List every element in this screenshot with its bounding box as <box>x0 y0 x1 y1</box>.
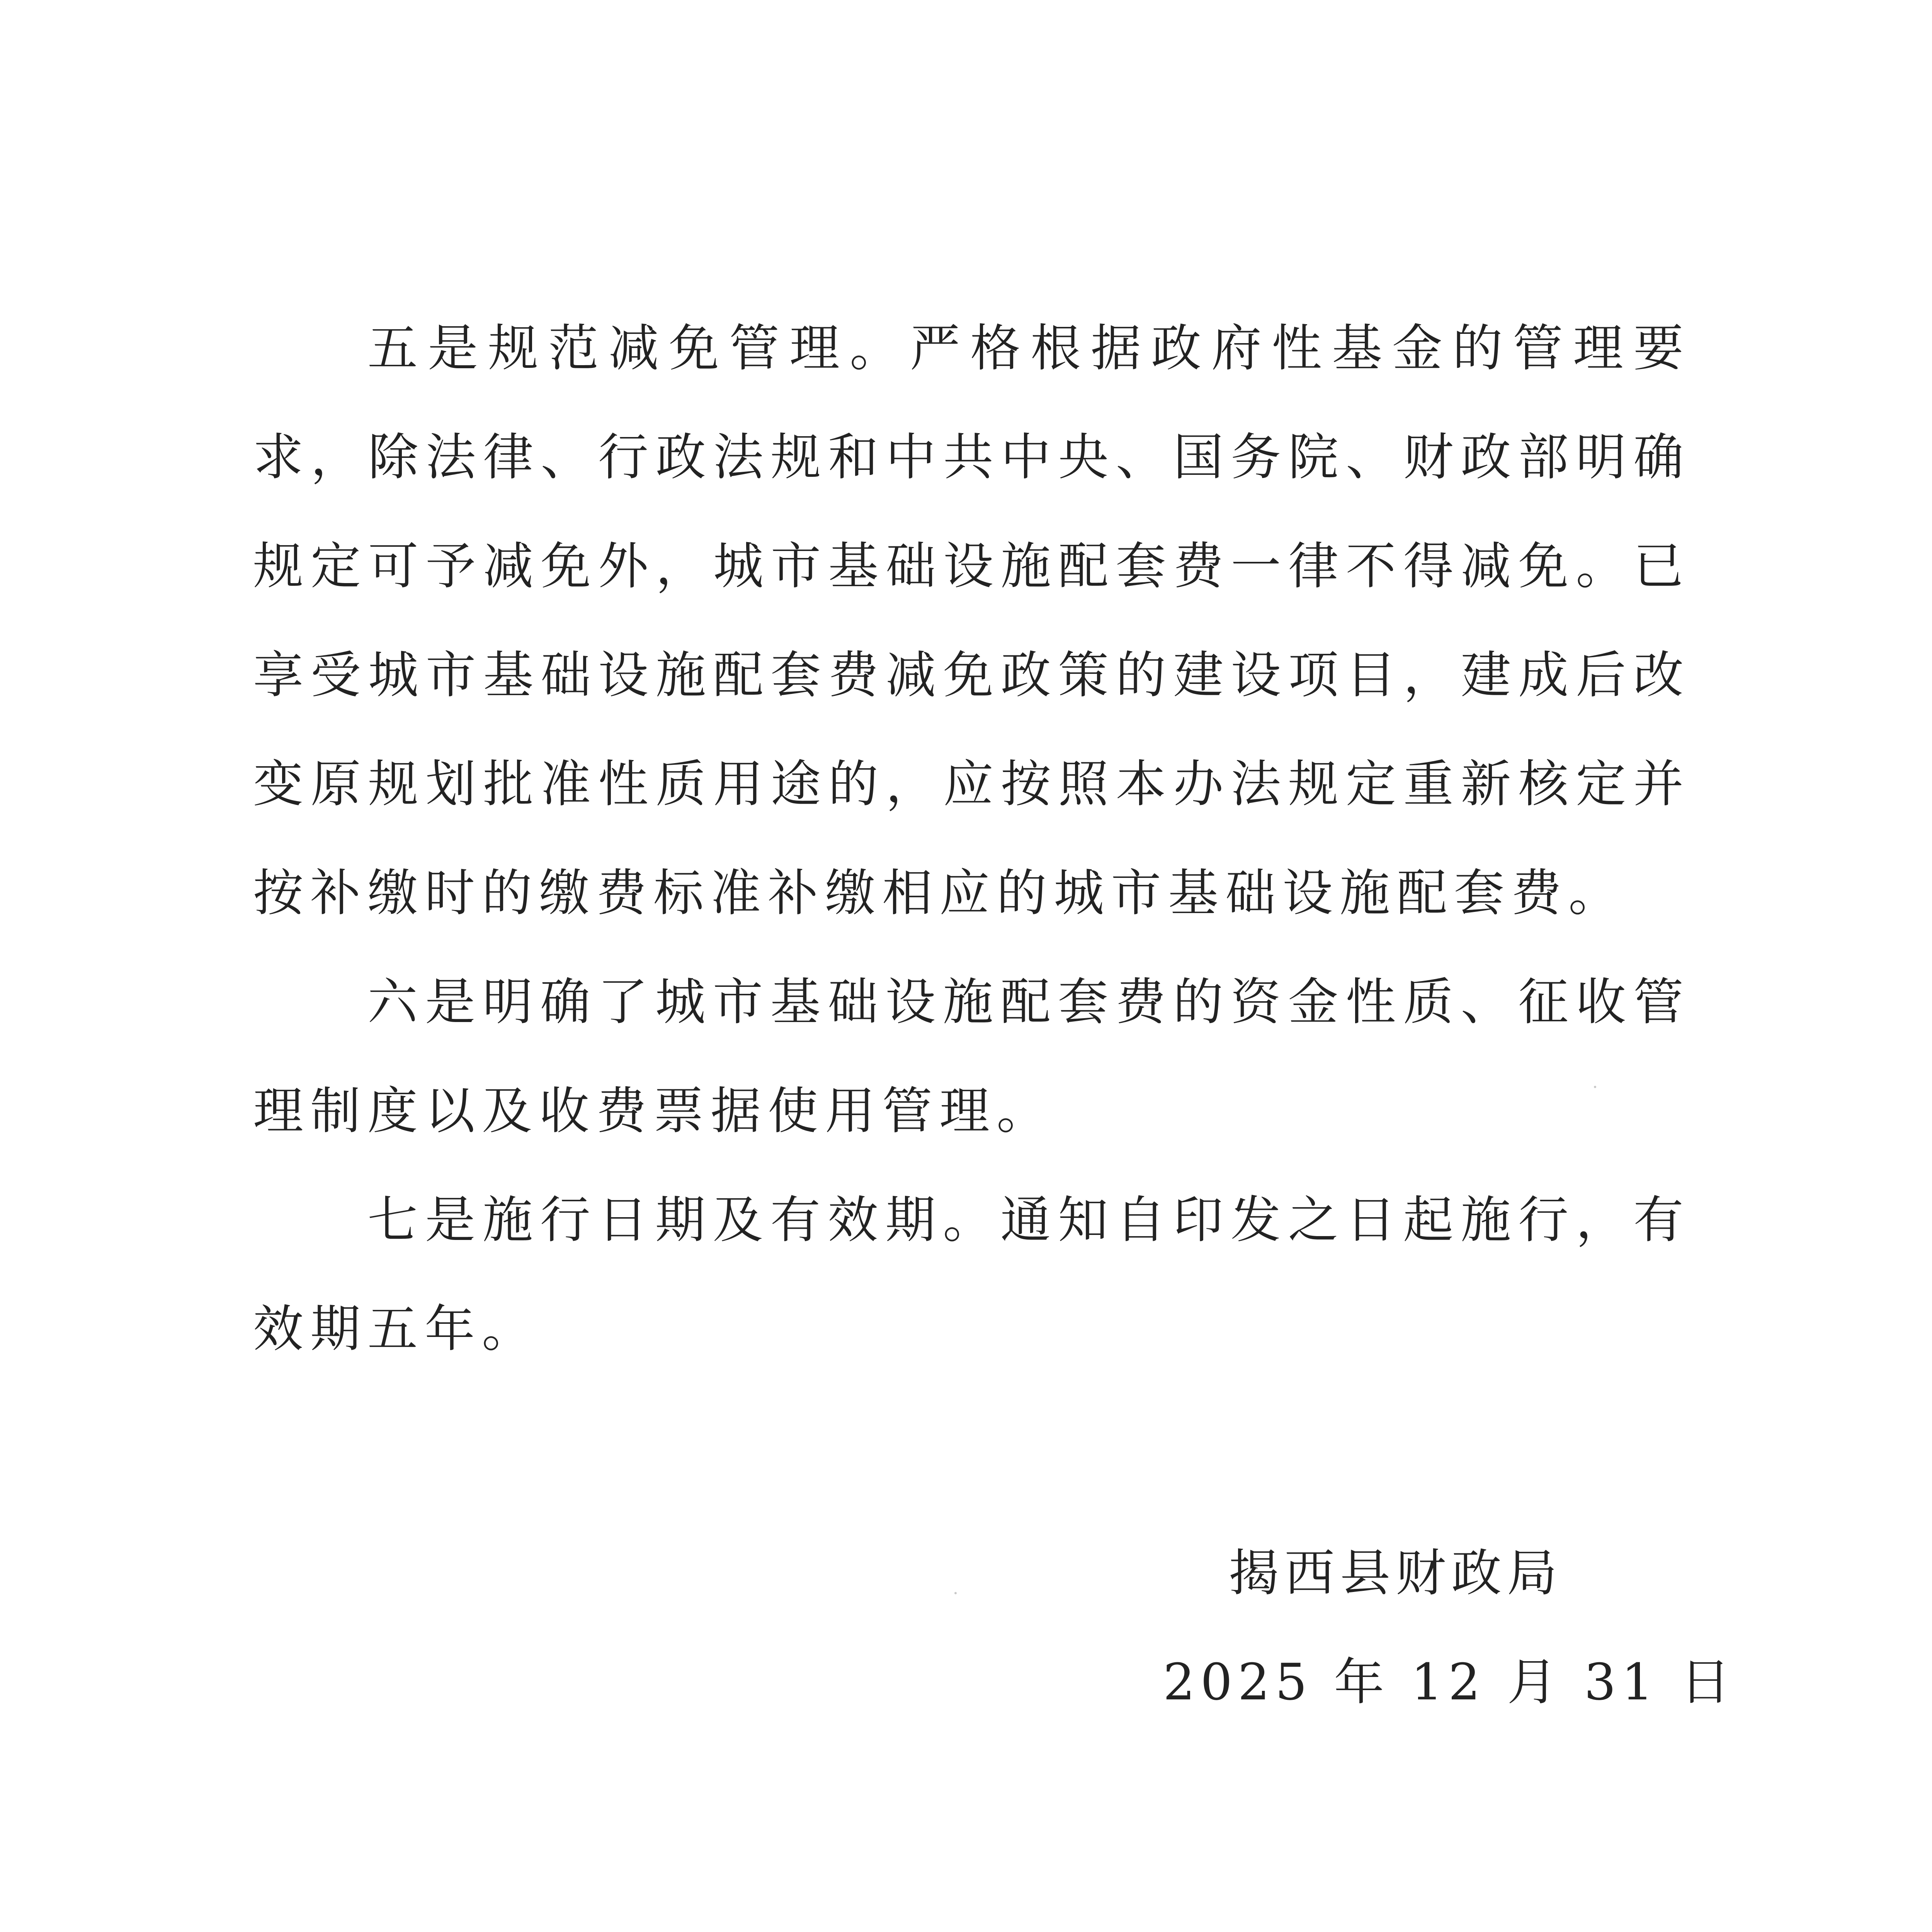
signature-organization: 揭西县财政局 <box>1229 1544 1563 1602</box>
paragraph-five: 五是规范减免管理。严格根据政府性基金的管理要求，除法律、行政法规和中共中央、国务院、财政部明确规定可予减免外，城市基础设施配套费一律不得减免。已享受城市基础设施配套费减免政策的建设项目，建成后改变原规划批准性质用途的，应按照本办法规定重新核定并按补缴时的缴费标准补缴相应的城市基础设施配套费。 <box>253 319 1690 922</box>
scan-speck <box>954 1592 957 1594</box>
signature-date: 2025 年 12 月 31 日 <box>1163 1653 1736 1711</box>
paragraph-six: 六是明确了城市基础设施配套费的资金性质、征收管理制度以及收费票据使用管理。 <box>253 973 1690 1140</box>
paragraph-seven: 七是施行日期及有效期。通知自印发之日起施行，有效期五年。 <box>253 1190 1690 1358</box>
scan-speck <box>1594 1086 1596 1088</box>
document-body <box>253 294 1690 1383</box>
